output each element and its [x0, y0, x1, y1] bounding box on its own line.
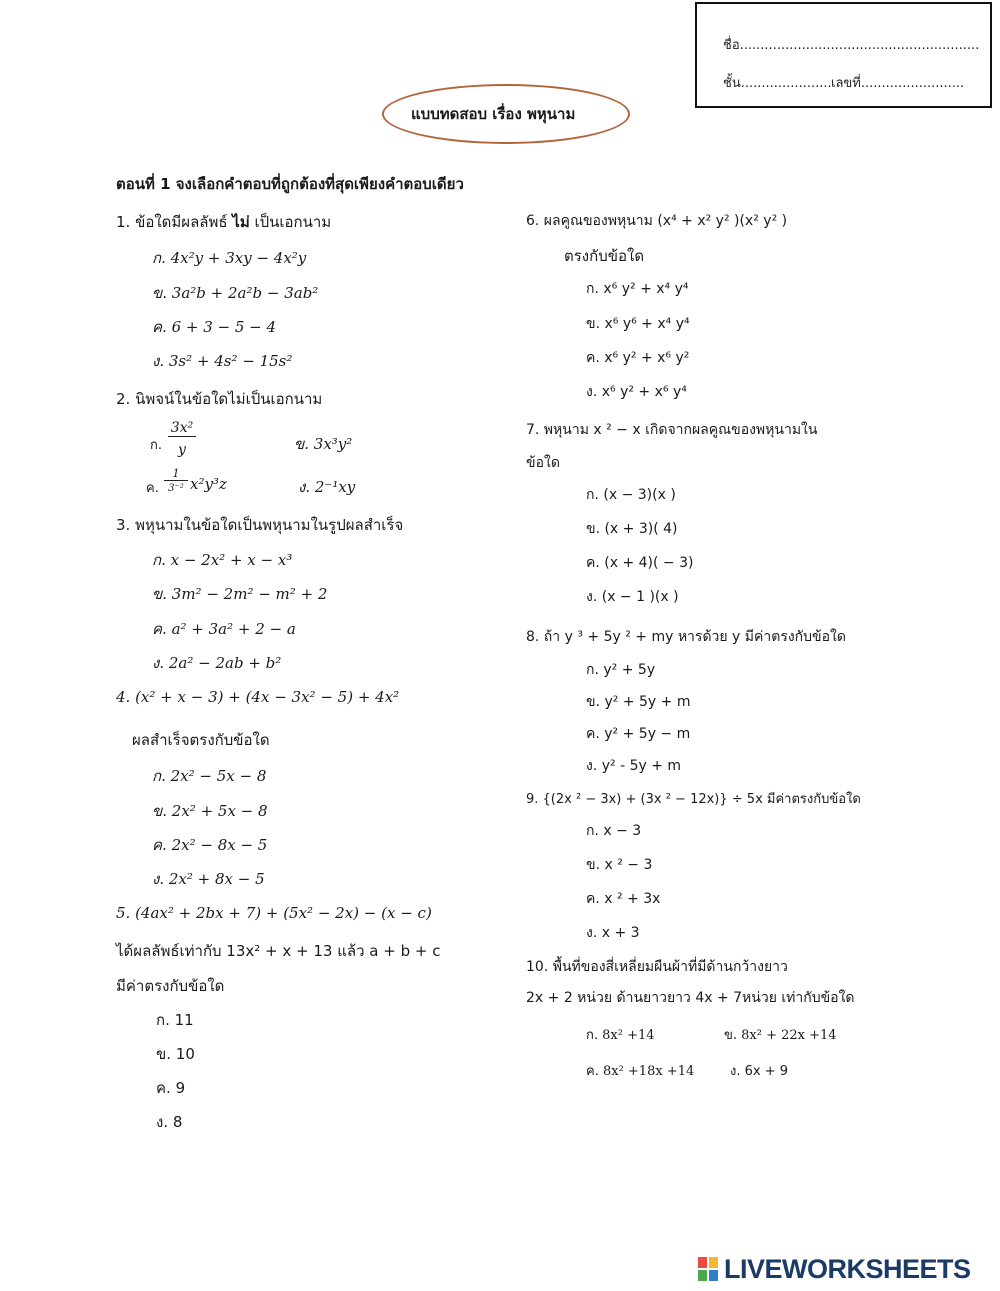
q6-option-a[interactable]: ก. x⁶ y² + x⁴ y⁴: [586, 281, 689, 297]
student-info-box: [695, 2, 992, 108]
q2-option-a-label: ก.: [150, 438, 163, 453]
q6-option-c[interactable]: ค. x⁶ y² + x⁶ y²: [586, 350, 690, 366]
name-field[interactable]: ชื่อ..........................................................: [723, 38, 980, 53]
q9-option-b[interactable]: ข. x ² − 3: [586, 857, 653, 873]
q5-option-a[interactable]: ก. 11: [156, 1011, 194, 1029]
q1-option-b[interactable]: ข. 3a²b + 2a²b − 3ab²: [152, 284, 319, 302]
q4-option-a[interactable]: ก. 2x² − 5x − 8: [152, 767, 267, 785]
q10-option-d[interactable]: ง. 6x + 9: [730, 1064, 789, 1079]
q6-option-b[interactable]: ข. x⁶ y⁶ + x⁴ y⁴: [586, 316, 690, 332]
q2-option-b[interactable]: ข. 3x³y²: [294, 435, 353, 453]
liveworksheets-logo: LIVEWORKSHEETS: [724, 1254, 971, 1284]
question-3: 3. พหุนามในข้อใดเป็นพหุนามในรูปผลสำเร็จ: [116, 516, 404, 534]
q7-option-a[interactable]: ก. (x − 3)(x ): [586, 487, 676, 503]
q9-option-a[interactable]: ก. x − 3: [586, 823, 642, 839]
q2-option-c-expression: x²y³z: [190, 475, 227, 493]
q3-option-a[interactable]: ก. x − 2x² + x − x³: [152, 551, 293, 569]
number-field[interactable]: เลขที่.........................: [831, 76, 965, 91]
q9-option-c[interactable]: ค. x ² + 3x: [586, 891, 661, 907]
question-8: 8. ถ้า y ³ + 5y ² + my หารด้วย y มีค่าตรงกับข้อใด: [526, 629, 846, 645]
q10-option-b[interactable]: ข. 8x² + 22x +14: [724, 1028, 837, 1043]
question-6-line2: ตรงกับข้อใด: [564, 247, 645, 265]
q2-option-c-denominator: 3⁻²: [168, 483, 184, 494]
page-title: แบบทดสอบ เรื่อง พหุนาม: [411, 105, 576, 123]
class-field[interactable]: ชั้น......................: [723, 76, 832, 91]
q10-option-c[interactable]: ค. 8x² +18x +14: [586, 1064, 695, 1079]
question-5-line2: ได้ผลลัพธ์เท่ากับ 13x² + x + 13 แล้ว a + b + c: [116, 942, 441, 960]
q5-option-c[interactable]: ค. 9: [156, 1079, 186, 1097]
q8-option-d[interactable]: ง. y² - 5y + m: [586, 758, 682, 774]
q8-option-b[interactable]: ข. y² + 5y + m: [586, 694, 691, 710]
q7-option-b[interactable]: ข. (x + 3)( 4): [586, 521, 678, 537]
question-4-subtext: ผลสำเร็จตรงกับข้อใด: [132, 731, 270, 749]
q3-option-c[interactable]: ค. a² + 3a² + 2 − a: [152, 620, 296, 638]
q4-option-b[interactable]: ข. 2x² + 5x − 8: [152, 802, 268, 820]
q2-option-d[interactable]: ง. 2⁻¹xy: [298, 478, 356, 496]
q3-option-d[interactable]: ง. 2a² − 2ab + b²: [152, 654, 282, 672]
q1-option-d[interactable]: ง. 3s² + 4s² − 15s²: [152, 352, 293, 370]
q2-option-a-numerator: 3x²: [168, 420, 196, 437]
question-7-line2: ข้อใด: [526, 455, 560, 471]
q5-option-b[interactable]: ข. 10: [156, 1045, 195, 1063]
q8-option-a[interactable]: ก. y² + 5y: [586, 662, 656, 678]
question-4: 4. (x² + x − 3) + (4x − 3x² − 5) + 4x²: [116, 688, 400, 706]
q7-option-d[interactable]: ง. (x − 1 )(x ): [586, 589, 679, 605]
question-9: 9. {(2x ² − 3x) + (3x ² − 12x)} ÷ 5x มีค่าตรงกับข้อใด: [526, 792, 861, 807]
q2-option-c-label: ค.: [146, 481, 159, 496]
liveworksheets-logo-icon: [698, 1257, 720, 1283]
question-5-line3: มีค่าตรงกับข้อใด: [116, 977, 225, 995]
q4-option-c[interactable]: ค. 2x² − 8x − 5: [152, 836, 268, 854]
q1-option-c[interactable]: ค. 6 + 3 − 5 − 4: [152, 318, 277, 336]
question-10: 10. พื้นที่ของสี่เหลี่ยมผืนผ้าที่มีด้านกว้างยาว: [526, 959, 788, 975]
section-heading: ตอนที่ 1 จงเลือกคำตอบที่ถูกต้องที่สุดเพียงคำตอบเดียว: [116, 175, 464, 193]
q1-option-a[interactable]: ก. 4x²y + 3xy − 4x²y: [152, 249, 307, 267]
question-10-line2: 2x + 2 หน่วย ด้านยาวยาว 4x + 7หน่วย เท่ากับข้อใด: [526, 990, 855, 1006]
q9-option-d[interactable]: ง. x + 3: [586, 925, 640, 941]
q8-option-c[interactable]: ค. y² + 5y − m: [586, 726, 691, 742]
question-7: 7. พหุนาม x ² − x เกิดจากผลคูณของพหุนามใน: [526, 422, 818, 438]
question-1: 1. ข้อใดมีผลลัพธ์ ไม่ เป็นเอกนาม: [116, 213, 332, 231]
question-2: 2. นิพจน์ในข้อใดไม่เป็นเอกนาม: [116, 390, 323, 408]
q3-option-b[interactable]: ข. 3m² − 2m² − m² + 2: [152, 585, 328, 603]
q10-option-a[interactable]: ก. 8x² +14: [586, 1028, 655, 1043]
q6-option-d[interactable]: ง. x⁶ y² + x⁶ y⁴: [586, 384, 687, 400]
q4-option-d[interactable]: ง. 2x² + 8x − 5: [152, 870, 265, 888]
question-5: 5. (4ax² + 2bx + 7) + (5x² − 2x) − (x − c): [116, 904, 432, 922]
q2-option-c-numerator: 1: [164, 467, 188, 481]
question-6: 6. ผลคูณของพหุนาม (x⁴ + x² y² )(x² y² ): [526, 213, 788, 229]
q2-option-a-denominator: y: [178, 442, 186, 458]
q5-option-d[interactable]: ง. 8: [156, 1113, 183, 1131]
q7-option-c[interactable]: ค. (x + 4)( − 3): [586, 555, 694, 571]
